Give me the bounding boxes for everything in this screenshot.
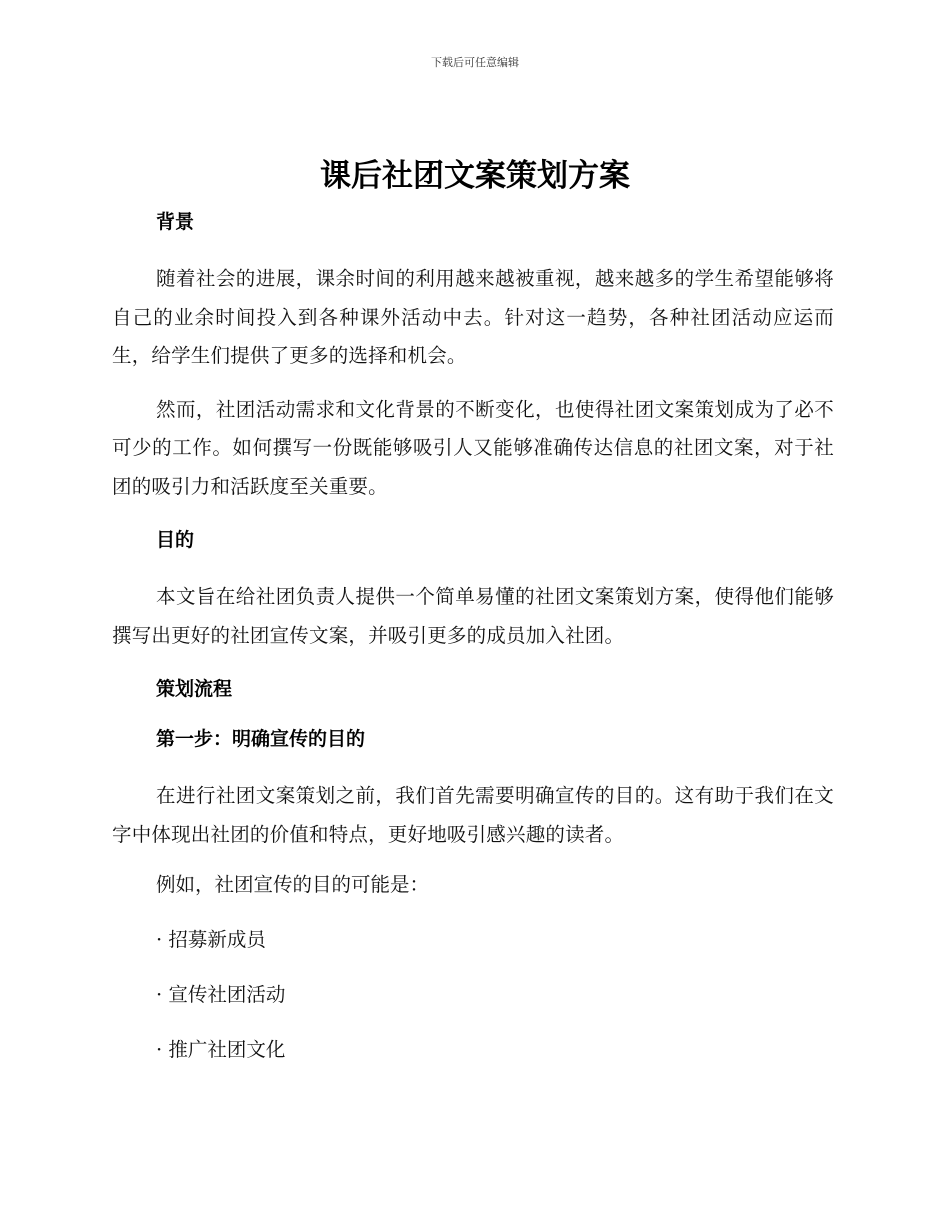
list-item: · 宣传社团活动	[156, 983, 286, 1006]
example-intro: 例如，社团宣传的目的可能是：	[156, 873, 430, 896]
header-note: 下载后可任意编辑	[431, 56, 519, 69]
step1-paragraph: 在进行社团文案策划之前，我们首先需要明确宣传的目的。这有助于我们在文字中体现出社团的价值和特点，更好地吸引感兴趣的读者。	[112, 784, 834, 846]
step1-heading: 第一步：明确宣传的目的	[156, 728, 366, 750]
document-body	[112, 206, 834, 1066]
section-heading-purpose: 目的	[156, 529, 195, 551]
purpose-paragraph: 本文旨在给社团负责人提供一个简单易懂的社团文案策划方案，使得他们能够撰写出更好的社团宣传文案，并吸引更多的成员加入社团。	[112, 585, 834, 647]
list-item: · 推广社团文化	[156, 1038, 286, 1061]
section-heading-background: 背景	[156, 211, 195, 233]
document-title: 课后社团文案策划方案	[320, 158, 630, 194]
background-paragraph-1: 随着社会的进展，课余时间的利用越来越被重视，越来越多的学生希望能够将自己的业余时间投入到各种课外活动中去。针对这一趋势，各种社团活动应运而生，给学生们提供了更多的选择和机会。	[112, 267, 834, 367]
section-heading-process: 策划流程	[156, 678, 233, 700]
list-item: · 招募新成员	[156, 928, 266, 951]
background-paragraph-2: 然而，社团活动需求和文化背景的不断变化，也使得社团文案策划成为了必不可少的工作。如何撰写一份既能够吸引人又能够准确传达信息的社团文案，对于社团的吸引力和活跃度至关重要。	[112, 397, 834, 498]
